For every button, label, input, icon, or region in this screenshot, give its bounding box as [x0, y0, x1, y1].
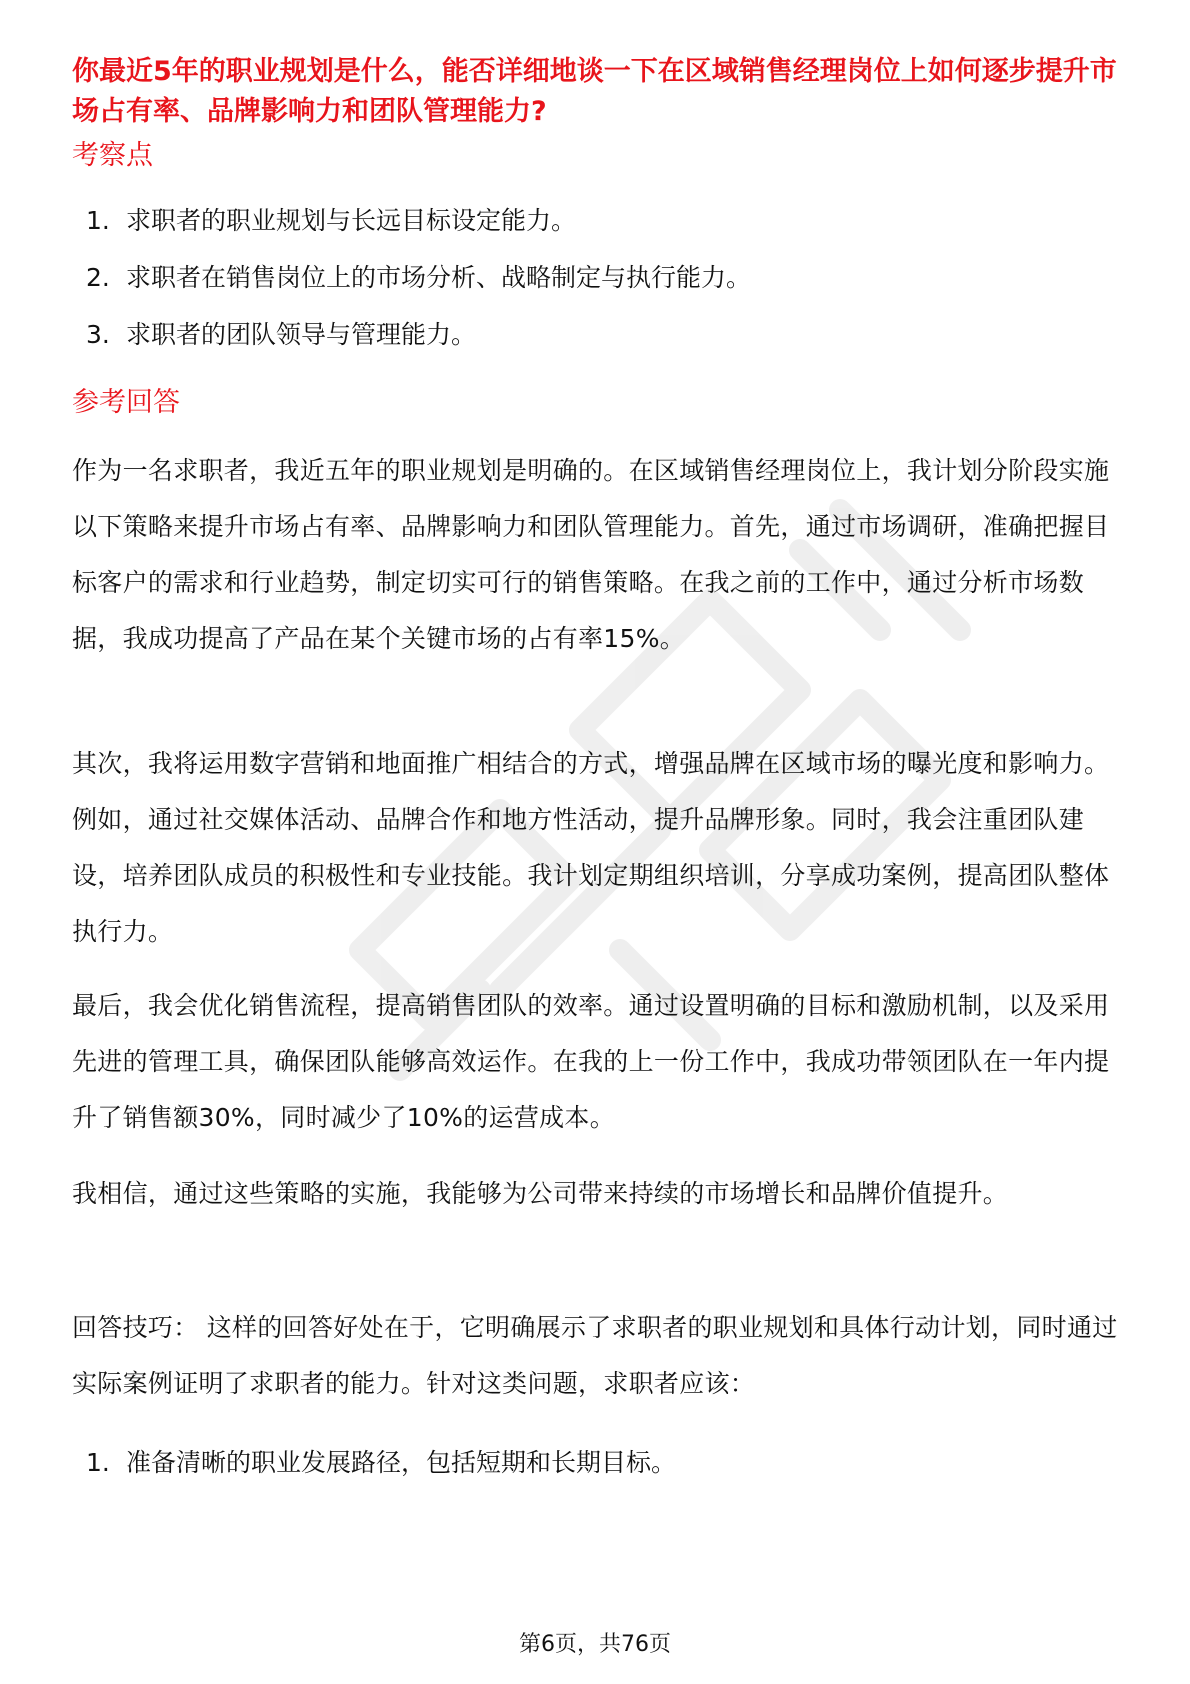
- list-item: [72, 1445, 1132, 1481]
- answer-heading: 参考回答: [72, 387, 180, 418]
- list-item-text: 求职者在销售岗位上的市场分析、战略制定与执行能力。: [126, 263, 752, 292]
- list-item: [72, 317, 1132, 353]
- list-number: 2.: [86, 263, 110, 292]
- list-number: 3.: [86, 320, 110, 349]
- list-item: [72, 203, 1132, 239]
- list-item-text: 求职者的团队领导与管理能力。: [126, 320, 477, 349]
- question-title: 你最近5年的职业规划是什么，能否详细地谈一下在区域销售经理岗位上如何逐步提升市场占有率、品牌影响力和团队管理能力?: [72, 56, 1117, 127]
- list-item: [72, 260, 1132, 296]
- answer-paragraph: 作为一名求职者，我近五年的职业规划是明确的。在区域销售经理岗位上，我计划分阶段实施以下策略来提升市场占有率、品牌影响力和团队管理能力。首先，通过市场调研，准确把握目标客户的需求和行业趋势，制定切实可行的销售策略。在我之前的工作中，通过分析市场数据，我成功提高了产品在某个关键市场的占有率15%。: [72, 456, 1110, 653]
- assessment-list: [72, 203, 1132, 353]
- list-number: 1.: [86, 206, 110, 235]
- list-item-text: 求职者的职业规划与长远目标设定能力。: [126, 206, 577, 235]
- answer-paragraph: 我相信，通过这些策略的实施，我能够为公司带来持续的市场增长和品牌价值提升。: [72, 1179, 1009, 1208]
- answer-paragraph: 其次，我将运用数字营销和地面推广相结合的方式，增强品牌在区域市场的曝光度和影响力。例如，通过社交媒体活动、品牌合作和地方性活动，提升品牌形象。同时，我会注重团队建设，培养团队成员的积极性和专业技能。我计划定期组织培训，分享成功案例，提高团队整体执行力。: [72, 749, 1110, 946]
- tips-list: [72, 1445, 1132, 1481]
- list-item-text: 准备清晰的职业发展路径，包括短期和长期目标。: [126, 1448, 677, 1477]
- page-footer: 第6页，共76页: [519, 1632, 671, 1657]
- list-number: 1.: [86, 1448, 110, 1477]
- assessment-heading: 考察点: [72, 140, 153, 171]
- answer-tips-paragraph: 回答技巧： 这样的回答好处在于，它明确展示了求职者的职业规划和具体行动计划，同时通过实际案例证明了求职者的能力。针对这类问题，求职者应该：: [72, 1313, 1118, 1398]
- answer-paragraph: 最后，我会优化销售流程，提高销售团队的效率。通过设置明确的目标和激励机制，以及采用先进的管理工具，确保团队能够高效运作。在我的上一份工作中，我成功带领团队在一年内提升了销售额30%，同时减少了10%的运营成本。: [72, 991, 1110, 1132]
